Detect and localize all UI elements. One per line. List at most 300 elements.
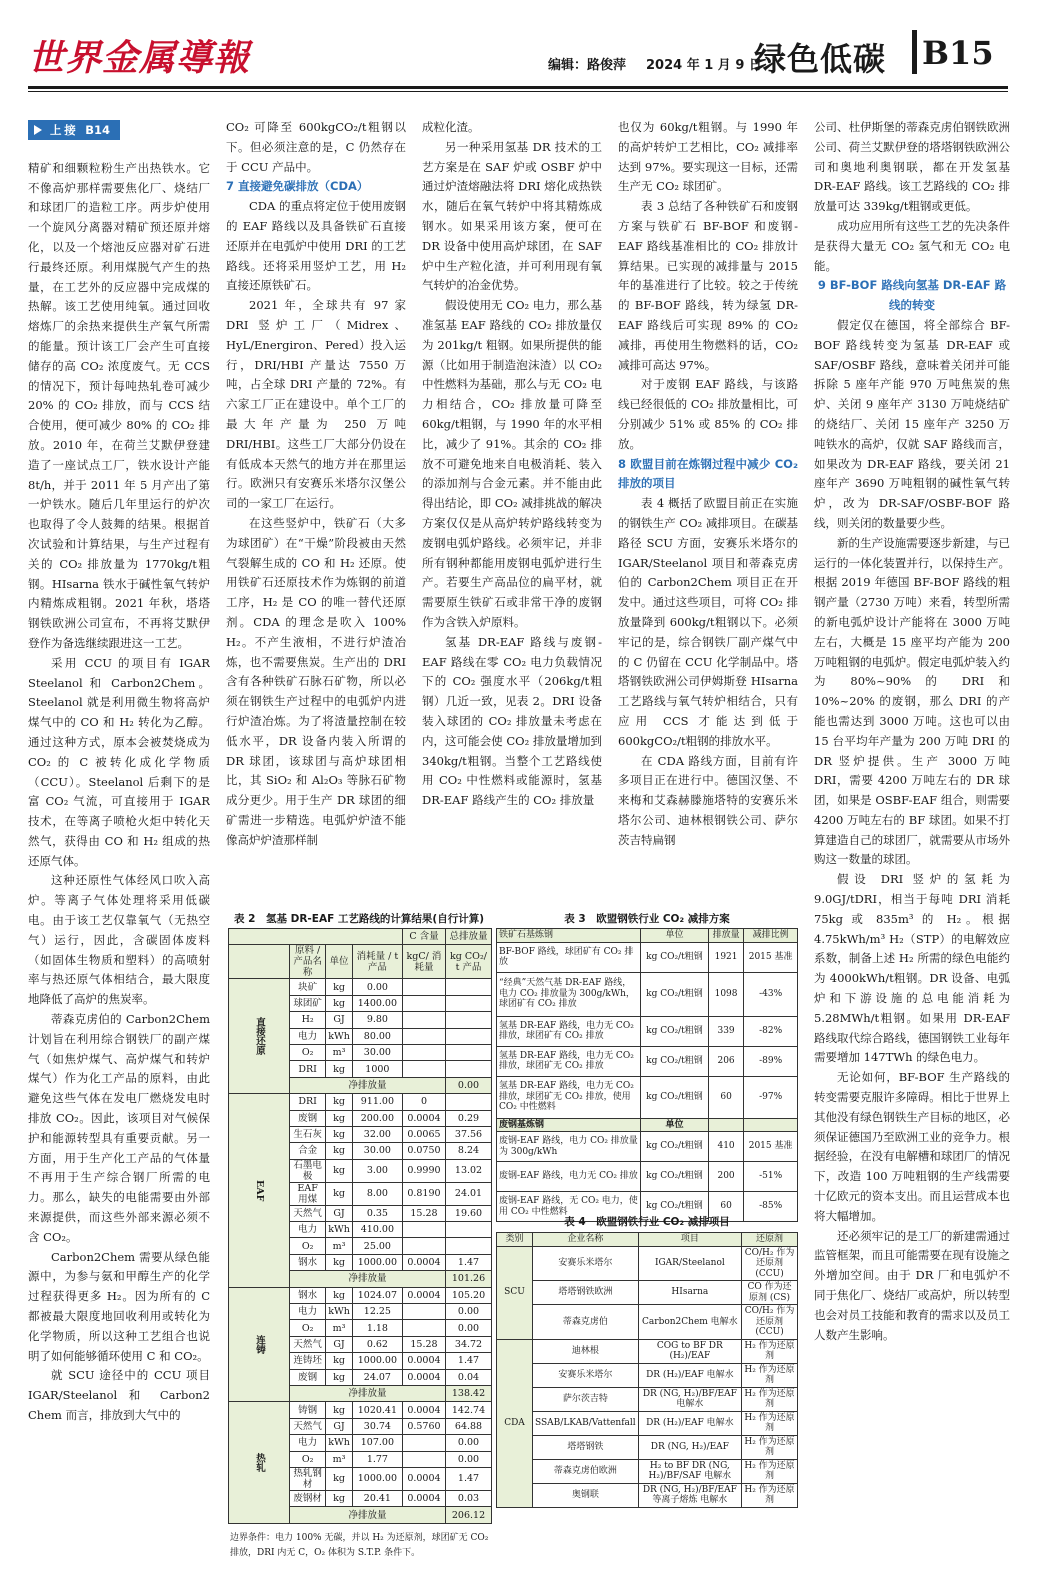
table-cell: -82%: [744, 1016, 798, 1046]
table-header-cell: [229, 929, 403, 945]
table-row: [497, 1387, 798, 1411]
paragraph: Carbon2Chem 需要从绿色能源中，为参与氨和甲醇生产的化学过程获得更多 H₂。因为所有的 C 都被最大限度地回收利用或转化为化学物质，所以这种工艺组合也说明了如何能够循环使用 C 和 CO₂。: [28, 1249, 210, 1363]
table-cell: kg: [326, 1126, 353, 1142]
table-cell: [446, 1028, 492, 1044]
article-column-1: [28, 120, 210, 1582]
table-cell: 蒂森克虏伯欧洲: [533, 1459, 639, 1483]
table-cell: 电力: [290, 1222, 326, 1238]
table-cell: 1000.00: [352, 1254, 402, 1270]
table-cell: 1.47: [446, 1353, 492, 1369]
table-cell: 0.0065: [402, 1126, 445, 1142]
paragraph: CO₂ 可降至 600kgCO₂/t粗钢以下。但必须注意的是，C 仍然存在于 CCU 产品中。: [226, 120, 406, 174]
table-row: [229, 979, 492, 995]
table-cell: 60: [708, 1076, 743, 1118]
paragraph: 氢基 DR-EAF 路线与废钢-EAF 路线在零 CO₂ 电力负载情况下的 CO₂ 强度水平（206kg/t粗钢）几近一致，见表 2。DRI 设备装入球团的 CO₂ 排放量未考虑在内，这可能会使 CO₂ 排放量增加到 340kg/t粗钢。当整个工艺路线使用 CO₂ 中性燃料或能源时，氢基 DR-EAF 路线产生的 CO₂ 排放量: [422, 634, 602, 808]
table-header-cell: 类别: [497, 1233, 533, 1247]
table-cell: [744, 1118, 798, 1132]
table-header-cell: 项目: [638, 1233, 741, 1247]
table-cell: 1.77: [352, 1451, 402, 1467]
table-row: [497, 1076, 798, 1118]
table-row: [497, 1132, 798, 1162]
table-cell: IGAR/Steelanol: [638, 1246, 741, 1281]
table-cell: 废钢-EAF 路线，无 CO₂ 电力，使用 CO₂ 中性燃料: [497, 1192, 641, 1222]
table-header-cell: kg CO₂/ t 产品: [446, 945, 492, 979]
table-cell: [446, 1044, 492, 1060]
table-cell: kg: [326, 1467, 353, 1490]
table-cell: 0.0004: [402, 1467, 445, 1490]
table-cell: 24.01: [446, 1182, 492, 1205]
table-row: [229, 1287, 492, 1303]
table-cell: 206.12: [446, 1507, 492, 1523]
table-cell: 净排放量: [290, 1077, 446, 1093]
table-cell: BF-BOF 路线，球团矿有 CO₂ 排放: [497, 942, 641, 972]
table-cell: -89%: [744, 1046, 798, 1076]
table-cell: “经典”天然气基 DR-EAF 路线，电力 CO₂ 排放量为 300g/kWh，球团矿有 CO₂ 排放: [497, 972, 641, 1016]
table-cell: kWh: [326, 1435, 353, 1451]
table-header-cell: [229, 945, 290, 979]
table-cell: 37.56: [446, 1126, 492, 1142]
table-cell: O₂: [290, 1320, 326, 1336]
table-cell: 萨尔茨吉特: [533, 1387, 639, 1411]
table-cell: 1024.07: [352, 1287, 402, 1303]
table-cell: 0.62: [352, 1336, 402, 1352]
table-cell: 911.00: [352, 1094, 402, 1110]
table-cell: 107.00: [352, 1435, 402, 1451]
paragraph: 另一种采用氢基 DR 技术的工艺方案是在 SAF 炉或 OSBF 炉中通过炉渣熔融法将 DRI 熔化成热铁水，随后在氧气转炉中将其精炼成钢水。如果采用该方案，便可在 DR 设备中使用高炉球团，在 SAF 炉中生产粒化渣，并可利用现有氧气转炉的冶金优势。: [422, 139, 602, 293]
table2-note: 边界条件：电力 100% 无碳，并以 H₂ 为还原剂，球团矿无 CO₂ 排放，DRI 内无 C，O₂ 体积为 S.T.P. 条件下。: [230, 1533, 489, 1558]
table-cell: DR (H₂)/EAF 电解水: [638, 1411, 741, 1435]
issue-date: 2024 年 1 月 9 日: [646, 58, 762, 73]
table-cell: 1.47: [446, 1467, 492, 1490]
table-cell: kg: [326, 1159, 353, 1182]
table-cell: CO/H₂ 作为还原剂 (CCU): [742, 1246, 798, 1281]
table-cell: -85%: [744, 1192, 798, 1222]
table-cell: 64.88: [446, 1418, 492, 1434]
table-cell: kg CO₂/t粗钢: [641, 1076, 709, 1118]
table-cell: 连铸坯: [290, 1353, 326, 1369]
table-row: [497, 1162, 798, 1192]
table3: [496, 928, 798, 1222]
table-header-cell: 总排放量: [446, 929, 492, 945]
table2: [228, 928, 492, 1524]
article-column-4: [618, 118, 798, 908]
continued-from-badge[interactable]: 上接 B14 版: [28, 120, 120, 140]
section-heading: 8 欧盟目前在炼钢过程中减少 CO₂ 排放的项目: [618, 456, 798, 491]
paragraph: 成粒化渣。: [422, 120, 480, 134]
table-cell: 0.03: [446, 1490, 492, 1506]
paragraph: 在这些竖炉中，铁矿石（大多为球团矿）在“干燥”阶段被由天然气裂解生成的 CO 和 H₂ 还原。使用铁矿石还原技术作为炼钢的前道工序，H₂ 是 CO 的唯一替代还原剂。CDA 的理念是吹入 100% H₂。不产生液相，不进行炉渣冶炼，也不需要焦炭。生产出的 DRI 含有各种铁矿石脉石矿物，所以必须在钢铁生产过程中的电弧炉内进行炉渣冶炼。为了将渣量控制在较低水平，DR 设备内装入所谓的 DR 球团，该球团与高炉球团相比，其 SiO₂ 和 Al₂O₃ 等脉石矿物成分更少。用于生产 DR 球团的细矿需进一步精选。电弧炉炉渣不能像高炉炉渣那样制: [226, 515, 406, 847]
table-cell: 0.00: [446, 1451, 492, 1467]
table-cell: 塔塔钢铁欧洲: [533, 1281, 639, 1305]
table-cell: 1.18: [352, 1320, 402, 1336]
table-cell: H₂: [290, 1012, 326, 1028]
table-cell: 12.25: [352, 1304, 402, 1320]
table-cell: 蒂森克虏伯: [533, 1305, 639, 1340]
table-cell: kg: [326, 1369, 353, 1385]
table-cell: 25.00: [352, 1238, 402, 1254]
table-cell: 2015 基准: [744, 1132, 798, 1162]
table-cell: 20.41: [352, 1490, 402, 1506]
section-heading: 9 BF-BOF 路线向氢基 DR-EAF 路线的转变: [817, 278, 1007, 313]
table-header-cell: kgC/ 消耗量: [402, 945, 445, 979]
paragraph: 假定仅在德国，将全部综合 BF-BOF 路线转变为氢基 DR-EAF 或 SAF/OSBF 路线，意味着关闭并可能拆除 5 座年产能 970 万吨焦炭的焦炉、关闭 9 座年产 3130 万吨烧结矿的烧结厂、关闭 15 座年产 3250 万吨铁水的高炉，仅就 SAF 路线而言，如果改为 DR-EAF 路线，要关闭 21 座年产 3690 万吨粗钢的碱性氧气转炉，改为 DR-SAF/OSBF-BOF 路线，则关闭的数量要少些。: [814, 317, 1010, 530]
table-cell: 铸钢: [290, 1402, 326, 1418]
table-row: [497, 1459, 798, 1483]
table-cell: 138.42: [446, 1385, 492, 1401]
table-cell: m³: [326, 1320, 353, 1336]
table-cell: H₂ 作为还原剂: [742, 1363, 798, 1387]
paragraph: 这种还原性气体经风口吹入高炉。等离子气体处理将采用低碳电。由于该工艺仅靠氧气（无热空气）运行，因此，含碳固体废料（如固体生物质和塑料）的高喷射率与热还原气体相结合，最大限度地降低了高炉的焦炭率。: [28, 873, 210, 1007]
table-row: [497, 1483, 798, 1507]
table-cell: 奥钢联: [533, 1483, 639, 1507]
table-cell: 0.5760: [402, 1418, 445, 1434]
table-cell: GJ: [326, 1012, 353, 1028]
table-cell: 石墨电极: [290, 1159, 326, 1182]
table-cell: 30.00: [352, 1044, 402, 1060]
table-cell: [446, 1222, 492, 1238]
editor-credit: 编辑：路俊萍: [548, 58, 627, 73]
paragraph: 公司、杜伊斯堡的蒂森克虏伯钢铁欧洲公司、荷兰艾默伊登的塔塔钢铁欧洲公司和奥地利奥钢联，都在开发氢基 DR-EAF 路线。该工艺路线的 CO₂ 排放量可达 339kg/t粗钢或更低。: [814, 120, 1010, 214]
table-cell: H₂ 作为还原剂: [742, 1435, 798, 1459]
paragraph: 采用 CCU 的项目有 IGAR Steelanol 和 Carbon2Chem。Steelanol 就是利用微生物将高炉煤气中的 CO 和 H₂ 转化为乙醇。通过这种方式，原本会被焚烧成为 CO₂ 的 C 被转化成化学物质（CCU）。Steelanol 后剩下的是富 CO₂ 气流，可直接用于 IGAR 技术，在等离子喷枪火炬中转化天然气，获得由 CO 和 H₂ 组成的热还原气体。: [28, 655, 210, 868]
table-cell: 15.28: [402, 1336, 445, 1352]
table-cell: [402, 995, 445, 1011]
table-cell: 0.04: [446, 1369, 492, 1385]
table-group-label: 连铸: [229, 1287, 290, 1402]
table-cell: kg: [326, 1254, 353, 1270]
table-cell: 合金: [290, 1143, 326, 1159]
paragraph: 蒂森克虏伯的 Carbon2Chem 计划旨在利用综合钢铁厂的副产煤气（如焦炉煤气、高炉煤气和转炉煤气）作为化工产品的原料，由此避免这些气体在发电厂燃烧发电时排放 CO₂。因此，该项目对气候保护和能源转型具有重要贡献。另一方面，用于生产化工产品的气体量不再用于生产综合钢厂所需的电力。那么，缺失的电能需要由外部来源提供，而这些外部来源必须不含 CO₂。: [28, 1012, 210, 1244]
table-cell: GJ: [326, 1418, 353, 1434]
table-cell: [708, 1118, 743, 1132]
table-cell: 0.00: [446, 1435, 492, 1451]
table-cell: 32.00: [352, 1126, 402, 1142]
table-cell: 0.00: [352, 979, 402, 995]
table-cell: 0.0004: [402, 1287, 445, 1303]
table-cell: 0.0004: [402, 1402, 445, 1418]
table-group-label: 热轧: [229, 1402, 290, 1523]
table-cell: 电力: [290, 1028, 326, 1044]
table-cell: 30.00: [352, 1143, 402, 1159]
paragraph: 精矿和细颗粒粉生产出热铁水。它不像高炉那样需要焦化厂、烧结厂和球团厂的造粒工序。两步炉使用一个旋风分离器对精矿预还原并熔化，以及一个熔池反应器对矿石进行最终还原。利用煤脱气产生的热量，在工艺外的反应器中完成煤的热解。该工艺使用纯氧。通过回收熔炼厂的余热来提供生产氧气所需的能量。预计该工厂会产生可直接储存的高 CO₂ 浓度废气。无 CCS 的情况下，预计每吨热轧卷可减少 20% 的 CO₂ 排放，而与 CCS 结合使用，便可减少 80% 的 CO₂ 排放。2010 年，在荷兰艾默伊登建造了一座试点工厂，铁水设计产能 8t/h，并于 2011 年 5 月产出了第一炉铁水。随后几年里运行的炉次也取得了令人鼓舞的结果。根据首次试验和计算结果，与生产过程有关的 CO₂ 排放量为 1770kg/t粗钢。HIsarna 铁水于碱性氧气转炉内精炼成粗钢。2021 年秋，塔塔钢铁欧洲公司宣布，不再将艾默伊登作为备选继续跟进这一工艺。: [28, 160, 210, 650]
table-cell: 废钢: [290, 1369, 326, 1385]
table-row: [229, 1094, 492, 1110]
table-cell: Carbon2Chem 电解水: [638, 1305, 741, 1340]
table-cell: O₂: [290, 1238, 326, 1254]
table-row: [497, 1435, 798, 1459]
table-cell: 0.8190: [402, 1182, 445, 1205]
paragraph: 假设使用无 CO₂ 电力，那么基准氢基 EAF 路线的 CO₂ 排放量仅为 201kg/t 粗钢。如果所提供的能源（比如用于制造泡沫渣）以 CO₂ 中性燃料为基础，那么与无 CO₂ 电力相结合，CO₂ 排放量可降至 60kg/t粗钢，与 1990 年的水平相比，减少了 91%。其余的 CO₂ 排放不可避免地来自电极消耗、装入的添加剂与合金元素。并不能由此得出结论，即 CO₂ 减排挑战的解决方案仅仅是从高炉转炉路线转变为废钢电弧炉路线。必须牢记，并非所有钢种都能用废钢电弧炉进行生产。若要生产高品位的扁平材，就需要原生铁矿石或非常干净的废钢作为含铁入炉原料。: [422, 298, 602, 629]
table-cell: 1020.41: [352, 1402, 402, 1418]
table-cell: H₂ to BF DR (NG, H₂)/BF/SAF 电解水: [638, 1459, 741, 1483]
table-cell: kg: [326, 995, 353, 1011]
table-cell: [446, 1061, 492, 1077]
table-cell: H₂ 作为还原剂: [742, 1411, 798, 1435]
page-number: B15: [922, 34, 994, 72]
table-cell: O₂: [290, 1044, 326, 1060]
paragraph: 对于废钢 EAF 路线，与该路线已经很低的 CO₂ 排放量相比，可分别减少 51% 或 85% 的 CO₂ 排放。: [618, 377, 798, 451]
table-row: [497, 942, 798, 972]
table-row: [497, 972, 798, 1016]
table-cell: 410: [708, 1132, 743, 1162]
table-row: [497, 1411, 798, 1435]
table-cell: 钢水: [290, 1254, 326, 1270]
table-header-cell: 排放量: [708, 929, 743, 943]
table-cell: kg CO₂/t粗钢: [641, 1132, 709, 1162]
table-cell: m³: [326, 1238, 353, 1254]
table-cell: kg CO₂/t粗钢: [641, 1192, 709, 1222]
paragraph: 表 4 概括了欧盟目前正在实施的钢铁生产 CO₂ 减排项目。在碳基路径 SCU 方面，安赛乐米塔尔的 IGAR/Steelanol 项目和蒂森克虏伯的 Carbon2Chem 项目正在开发中。通过这些项目，可将 CO₂ 排放量降到 600kg/t粗钢以下。必须牢记的是，综合钢铁厂副产煤气中的 C 仍留在 CCU 化学制品中。塔塔钢铁欧洲公司伊姆斯登 HIsarna 工艺路线与氧气转炉相结合，只有应用 CCS 才能达到低于 600kgCO₂/t粗钢的排放水平。: [618, 496, 798, 748]
table-cell: 0.9990: [402, 1159, 445, 1182]
table-cell: DR (NG, H₂)/BF/EAF 等离子熔炼 电解水: [638, 1483, 741, 1507]
table-cell: 0.29: [446, 1110, 492, 1126]
table-cell: 氢基 DR-EAF 路线，电力无 CO₂ 排放，球团矿有 CO₂ 排放: [497, 1016, 641, 1046]
table-header-cell: 减排比例: [744, 929, 798, 943]
table-cell: 天然气: [290, 1336, 326, 1352]
table-cell: 1098: [708, 972, 743, 1016]
table-cell: H₂ 作为还原剂: [742, 1339, 798, 1363]
table-cell: 0.0004: [402, 1110, 445, 1126]
table-cell: 8.24: [446, 1143, 492, 1159]
paragraph: 成功应用所有这些工艺的先决条件是获得大量无 CO₂ 氢气和无 CO₂ 电能。: [814, 218, 1010, 273]
table-cell: 1000.00: [352, 1353, 402, 1369]
table-cell: 410.00: [352, 1222, 402, 1238]
paragraph: CDA 的重点将定位于使用废钢的 EAF 路线以及具备铁矿石直接还原并在电弧炉中使用 DRI 的工艺路线。还将采用竖炉工艺，用 H₂ 直接还原铁矿石。: [226, 199, 406, 293]
paragraph: 无论如何，BF-BOF 生产路线的转变需要克服许多障碍。相比于世界上其他没有绿色钢铁生产目标的地区，必须保证德国乃至欧洲工业的竞争力。根据经验，在没有电解槽和球团厂的情况下，改造 100 万吨粗钢的生产线需要十亿欧元的资本支出。而且运营成本也将大幅增加。: [814, 1070, 1010, 1223]
table-row: [497, 1305, 798, 1340]
table-cell: 142.74: [446, 1402, 492, 1418]
table-cell: H₂ 作为还原剂: [742, 1387, 798, 1411]
table-cell: 天然气: [290, 1205, 326, 1221]
table4-caption: 表 4 欧盟钢铁行业 CO₂ 减排项目: [564, 1216, 730, 1228]
table-cell: kg: [326, 1182, 353, 1205]
table-cell: 60: [708, 1192, 743, 1222]
table-cell: CO/H₂ 作为还原剂 (CCU): [742, 1305, 798, 1340]
table-cell: CO 作为还原剂 (CS): [742, 1281, 798, 1305]
table-cell: DR (H₂)/EAF 电解水: [638, 1363, 741, 1387]
table-cell: 迪林根: [533, 1339, 639, 1363]
table3-caption: 表 3 欧盟钢铁行业 CO₂ 减排方案: [564, 913, 730, 925]
table-cell: 废钢-EAF 路线，电力 CO₂ 排放量为 300g/kWh: [497, 1132, 641, 1162]
section-heading: 7 直接避免碳排放（CDA）: [226, 179, 369, 194]
table-cell: 净排放量: [290, 1271, 446, 1287]
table-cell: [402, 1012, 445, 1028]
table-cell: 0.00: [446, 1320, 492, 1336]
table-cell: kg CO₂/t粗钢: [641, 1016, 709, 1046]
table-cell: -51%: [744, 1162, 798, 1192]
table-cell: 0.35: [352, 1205, 402, 1221]
table-header-cell: 还原剂: [742, 1233, 798, 1247]
table-cell: 块矿: [290, 979, 326, 995]
article-column-2: [226, 118, 406, 908]
table-cell: 1000: [352, 1061, 402, 1077]
article-column-3: [422, 118, 602, 908]
table-cell: [446, 995, 492, 1011]
paragraph: 也仅为 60kg/t粗钢。与 1990 年的高炉转炉工艺相比，CO₂ 减排率达到 97%。要实现这一目标，还需生产无 CO₂ 球团矿。: [618, 120, 798, 194]
table-cell: 1000.00: [352, 1467, 402, 1490]
table-cell: 0: [402, 1094, 445, 1110]
table-cell: 0.00: [446, 1304, 492, 1320]
table-cell: 0.0004: [402, 1369, 445, 1385]
table-cell: kg CO₂/t粗钢: [641, 1162, 709, 1192]
paragraph: 2021 年，全球共有 97 家 DRI 竖炉工厂（Midrex、HyL/Energiron、Pered）投入运行，DRI/HBI 产量达 7550 万吨，占全球 DRI 产量的 72%。有六家工厂正在建设中。单个工厂的最大年产量为 250 万吨 DRI/HBI。这些工厂大部分仍设在有低成本天然气的地方并在那里运行。欧洲只有安赛乐米塔尔汉堡公司的一家工厂在运行。: [226, 298, 406, 511]
table2-caption: 表 2 氢基 DR-EAF 工艺路线的计算结果(自行计算): [234, 913, 484, 925]
section-title: 绿色低碳: [754, 40, 887, 78]
table-cell: kg: [326, 1402, 353, 1418]
page-divider: [912, 30, 917, 74]
table-cell: 200.00: [352, 1110, 402, 1126]
table-cell: 80.00: [352, 1028, 402, 1044]
table-cell: [402, 1304, 445, 1320]
table-cell: 1921: [708, 942, 743, 972]
table-row: [497, 1046, 798, 1076]
table-cell: [402, 1061, 445, 1077]
table-cell: HIsarna: [638, 1281, 741, 1305]
table-cell: -97%: [744, 1076, 798, 1118]
table-cell: EAF 用煤: [290, 1182, 326, 1205]
table-cell: kWh: [326, 1028, 353, 1044]
table-cell: kg CO₂/t粗钢: [641, 972, 709, 1016]
table-cell: [446, 1094, 492, 1110]
table-category-cell: CDA: [497, 1339, 533, 1507]
table-cell: DR (NG, H₂)/EAF: [638, 1435, 741, 1459]
table-cell: [402, 1028, 445, 1044]
header-rule: [28, 86, 1008, 89]
table-cell: 生石灰: [290, 1126, 326, 1142]
table-cell: 净排放量: [290, 1507, 446, 1523]
table-cell: -43%: [744, 972, 798, 1016]
table-cell: 1.47: [446, 1254, 492, 1270]
article-column-5: [814, 118, 1010, 1583]
table-cell: 0.0004: [402, 1353, 445, 1369]
table-cell: 安赛乐米塔尔: [533, 1246, 639, 1281]
table-cell: kg: [326, 979, 353, 995]
table-category-cell: SCU: [497, 1246, 533, 1339]
table-row: [497, 1016, 798, 1046]
table-cell: 塔塔钢铁: [533, 1435, 639, 1459]
paragraph: 还必须牢记的是工厂的新建需通过监管框架，而且可能需要在现有设施之外增加空间。由于 DR 厂和电弧炉不同于焦化厂、烧结厂或高炉，所以转型也会对员工技能和教育的需求以及员工人数产生影响。: [814, 1228, 1010, 1342]
table-cell: 废钢-EAF 路线，电力无 CO₂ 排放: [497, 1162, 641, 1192]
table-cell: GJ: [326, 1205, 353, 1221]
masthead: [0, 0, 1038, 92]
table-header-cell: 企业名称: [533, 1233, 639, 1247]
table-cell: 24.07: [352, 1369, 402, 1385]
table-cell: 206: [708, 1046, 743, 1076]
table-header-cell: 单位: [326, 945, 353, 979]
table-cell: 101.26: [446, 1271, 492, 1287]
table-cell: 8.00: [352, 1182, 402, 1205]
table-header-cell: 原料 / 产品名称: [290, 945, 326, 979]
table-cell: 废钢: [290, 1110, 326, 1126]
table-cell: 净排放量: [290, 1385, 446, 1401]
table-group-label: 直接还原: [229, 979, 290, 1094]
table-cell: kg: [326, 1490, 353, 1506]
newspaper-logo: 世界金属導報: [28, 37, 251, 79]
table-cell: 13.02: [446, 1159, 492, 1182]
table-cell: [402, 1222, 445, 1238]
table-cell: [402, 1238, 445, 1254]
table-cell: SSAB/LKAB/Vattenfall: [533, 1411, 639, 1435]
table-cell: kg: [326, 1061, 353, 1077]
table-row: [497, 1246, 798, 1281]
table-header-cell: 消耗量 / t 产品: [352, 945, 402, 979]
table-cell: 3.00: [352, 1159, 402, 1182]
table-cell: 0.00: [446, 1077, 492, 1093]
table-cell: kWh: [326, 1222, 353, 1238]
table-cell: kg: [326, 1287, 353, 1303]
table-cell: 氢基 DR-EAF 路线，电力无 CO₂ 排放，球团矿无 CO₂ 排放，使用 CO₂ 中性燃料: [497, 1076, 641, 1118]
table-header-cell: 单位: [641, 929, 709, 943]
table-cell: COG to BF DR (H₂)/EAF: [638, 1339, 741, 1363]
table-cell: 废钢材: [290, 1490, 326, 1506]
header-rule-thin: [28, 91, 1008, 92]
table-header-cell: 铁矿石基炼钢: [497, 929, 641, 943]
table-cell: [402, 1451, 445, 1467]
table-cell: [402, 1044, 445, 1060]
table-cell: 339: [708, 1016, 743, 1046]
table-cell: kWh: [326, 1304, 353, 1320]
table-cell: H₂ 作为还原剂: [742, 1483, 798, 1507]
table-cell: kg: [326, 1094, 353, 1110]
table-header-cell: 废钢基炼钢: [497, 1118, 641, 1132]
paragraph: 新的生产设施需要逐步新建，与已运行的一体化装置并行，以保持生产。根据 2019 年德国 BF-BOF 路线的粗钢产量（2730 万吨）来看，转型所需的新电弧炉设计产能将在 3000 万吨左右，大概是 15 座平均产能为 200 万吨粗钢的电弧炉。假定电弧炉装入约为 80%~90% 的 DRI 和 10%~20% 的废钢，那么 DRI 的产能也需达到 3000 万吨。这也可以由 15 台平均年产量为 200 万吨 DRI 的 DR 竖炉提供。生产 3000 万吨 DRI，需要 4200 万吨左右的 DR 球团，如果是 OSBF-EAF 组合，则需要 4200 万吨左右的 BF 球团。如果不打算建造自己的球团厂，就需要从市场外购这一数量的球团。: [814, 535, 1010, 867]
table-cell: [446, 1238, 492, 1254]
table-cell: DRI: [290, 1061, 326, 1077]
table-cell: 30.74: [352, 1418, 402, 1434]
table-cell: GJ: [326, 1336, 353, 1352]
table-cell: 安赛乐米塔尔: [533, 1363, 639, 1387]
table-cell: 钢水: [290, 1287, 326, 1303]
table-cell: 9.80: [352, 1012, 402, 1028]
table-cell: kg CO₂/t粗钢: [641, 942, 709, 972]
table-cell: O₂: [290, 1451, 326, 1467]
table-cell: m³: [326, 1044, 353, 1060]
table-row: [497, 1339, 798, 1363]
paragraph: 表 3 总结了各种铁矿石和废钢方案与铁矿石 BF-BOF 和废钢-EAF 路线基准相比的 CO₂ 排放计算结果。已实现的减排量与 2015 年的基准进行了比较。较之于传统的 BF-BOF 路线，转为绿氢 DR-EAF 路线后可实现 89% 的 CO₂ 减排，再使用生物燃料的话，CO₂ 减排可高达 97%。: [618, 199, 798, 372]
table-cell: 电力: [290, 1304, 326, 1320]
table-header-cell: C 含量: [402, 929, 445, 945]
table-cell: 19.60: [446, 1205, 492, 1221]
table-group-label: EAF: [229, 1094, 290, 1288]
table-header-cell: 单位: [641, 1118, 709, 1132]
table-cell: 热轧钢材: [290, 1467, 326, 1490]
table-cell: 0.0750: [402, 1143, 445, 1159]
table-cell: [402, 1320, 445, 1336]
paragraph: 假设 DRI 竖炉的氢耗为 9.0GJ/tDRI，相当于每吨 DRI 消耗 75kg 或 835m³ 的 H₂。根据 4.75kWh/m³ H₂（STP）的电解效应系数，制备上述 H₂ 所需的绿色电能约为 4000kWh/t粗钢。DR 设备、电弧炉和下游设施的总电能消耗为 5.28MWh/t粗钢。如果用 DR-EAF 路线取代综合路线，德国钢铁工业每年需要增加 147TWh 的绿色电力。: [814, 872, 1010, 1065]
table-cell: [446, 1012, 492, 1028]
table-cell: [446, 979, 492, 995]
table-cell: 天然气: [290, 1418, 326, 1434]
table-cell: [402, 979, 445, 995]
table-cell: 氢基 DR-EAF 路线，电力无 CO₂ 排放，球团矿无 CO₂ 排放: [497, 1046, 641, 1076]
table-cell: DRI: [290, 1094, 326, 1110]
table-cell: kg: [326, 1110, 353, 1126]
table-cell: 球团矿: [290, 995, 326, 1011]
table-cell: 1400.00: [352, 995, 402, 1011]
table-row: [497, 1363, 798, 1387]
table-cell: 0.0004: [402, 1254, 445, 1270]
table-cell: DR (NG, H₂)/BF/EAF 电解水: [638, 1387, 741, 1411]
table-cell: kg: [326, 1143, 353, 1159]
table-row: [229, 1402, 492, 1418]
paragraph: 在 CDA 路线方面，目前有许多项目正在进行中。德国汉堡、不来梅和艾森赫滕施塔特的安赛乐米塔尔公司、迪林根钢铁公司、萨尔茨吉特扁钢: [618, 753, 798, 847]
table-cell: [402, 1435, 445, 1451]
table-row: [497, 1281, 798, 1305]
table-cell: 34.72: [446, 1336, 492, 1352]
table-cell: 200: [708, 1162, 743, 1192]
table4: [496, 1232, 798, 1508]
table-cell: kg CO₂/t粗钢: [641, 1046, 709, 1076]
